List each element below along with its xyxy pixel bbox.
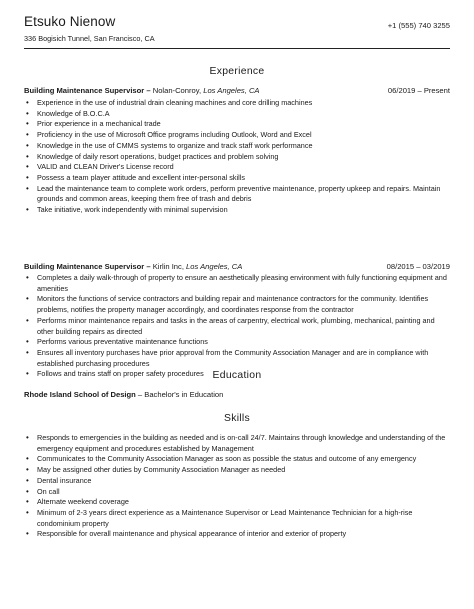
degree: – Bachelor's in Education (135, 390, 224, 399)
list-item: • Ensures all inventory purchases have prior approval from the Community Association Manager and are in compliance with established purchasing procedures (24, 348, 450, 369)
list-item: • Responsible for overall maintenance and physical appearance of interior and exterior of property (24, 529, 450, 540)
list-item: • Dental insurance (24, 476, 450, 487)
job-1-bullets (24, 98, 450, 216)
job-2-company: Kirlin Inc, (150, 262, 187, 271)
list-item: • Experience in the use of industrial drain cleaning machines and core drilling machines (24, 98, 450, 109)
candidate-address: 336 Bogisich Tunnel, San Francisco, CA (24, 34, 155, 43)
phone-number: +1 (555) 740 3255 (387, 21, 450, 30)
school-name: Rhode Island School of Design (24, 390, 136, 399)
job-1-company: Nolan-Conroy, (150, 86, 204, 95)
job-1-dates: 06/2019 – Present (387, 86, 450, 95)
education-heading: Education (212, 370, 262, 381)
list-item: • Lead the maintenance team to complete work orders, perform preventive maintenance, property upkeep and repairs. Maintain grounds and common areas, keeping them free of trash and debris (24, 184, 450, 205)
list-item: • Knowledge of B.O.C.A (24, 109, 450, 120)
list-item: • VALID and CLEAN Driver's License record (24, 162, 450, 173)
job-2-position: Building Maintenance Supervisor – (24, 262, 151, 271)
header-divider (24, 48, 450, 49)
list-item: • Completes a daily walk-through of property to ensure an aesthetically pleasing environment with fully functioning equipment and amenities (24, 273, 450, 294)
job-1-header (24, 86, 450, 97)
list-item: • Proficiency in the use of Microsoft Office programs including Outlook, Word and Excel (24, 130, 450, 141)
list-item: • Possess a team player attitude and excellent inter-personal skills (24, 173, 450, 184)
education-entry (24, 390, 223, 399)
list-item: • Knowledge of daily resort operations, budget practices and problem solving (24, 152, 450, 163)
job-2-location: Los Angeles, CA (186, 262, 243, 271)
list-item: • Responds to emergencies in the building as needed and is on-call 24/7. Maintains through knowledge and understanding of the emergency equipment and procedures established by Management (24, 433, 450, 454)
list-item: • Alternate weekend coverage (24, 497, 450, 508)
job-2-header (24, 262, 450, 273)
list-item: • Performs various preventative maintenance functions (24, 337, 450, 348)
list-item: • Prior experience in a mechanical trade (24, 119, 450, 130)
list-item: • Performs minor maintenance repairs and tasks in the areas of carpentry, electrical work, plumbing, mechanical, painting and other building repairs as directed (24, 316, 450, 337)
job-1-location: Los Angeles, CA (203, 86, 260, 95)
list-item: • Communicates to the Community Association Manager as soon as possible the status and outcome of any emergency (24, 454, 450, 465)
list-item: • Take initiative, work independently with minimal supervision (24, 205, 450, 216)
list-item: • Knowledge in the use of CMMS systems to organize and track staff work performance (24, 141, 450, 152)
skills-list (24, 433, 450, 540)
list-item: • On call (24, 487, 450, 498)
job-2-dates: 08/2015 – 03/2019 (386, 262, 450, 271)
experience-heading: Experience (209, 66, 265, 77)
list-item: • Monitors the functions of service contractors and building repair and maintenance contractors for the community. Identifies problems, notifies the property manager accordingly, and coordinates response from the contractor (24, 294, 450, 315)
job-2-bullets (24, 273, 450, 380)
list-item: • Follows and trains staff on proper safety procedures (24, 369, 450, 380)
job-1-position: Building Maintenance Supervisor – (24, 86, 151, 95)
candidate-name: Etsuko Nienow (24, 14, 116, 29)
list-item: • May be assigned other duties by Community Association Manager as needed (24, 465, 450, 476)
list-item: • Minimum of 2-3 years direct experience as a Maintenance Supervisor or Lead Maintenance Technician for a high-rise condominium property (24, 508, 450, 529)
skills-heading: Skills (223, 413, 251, 424)
